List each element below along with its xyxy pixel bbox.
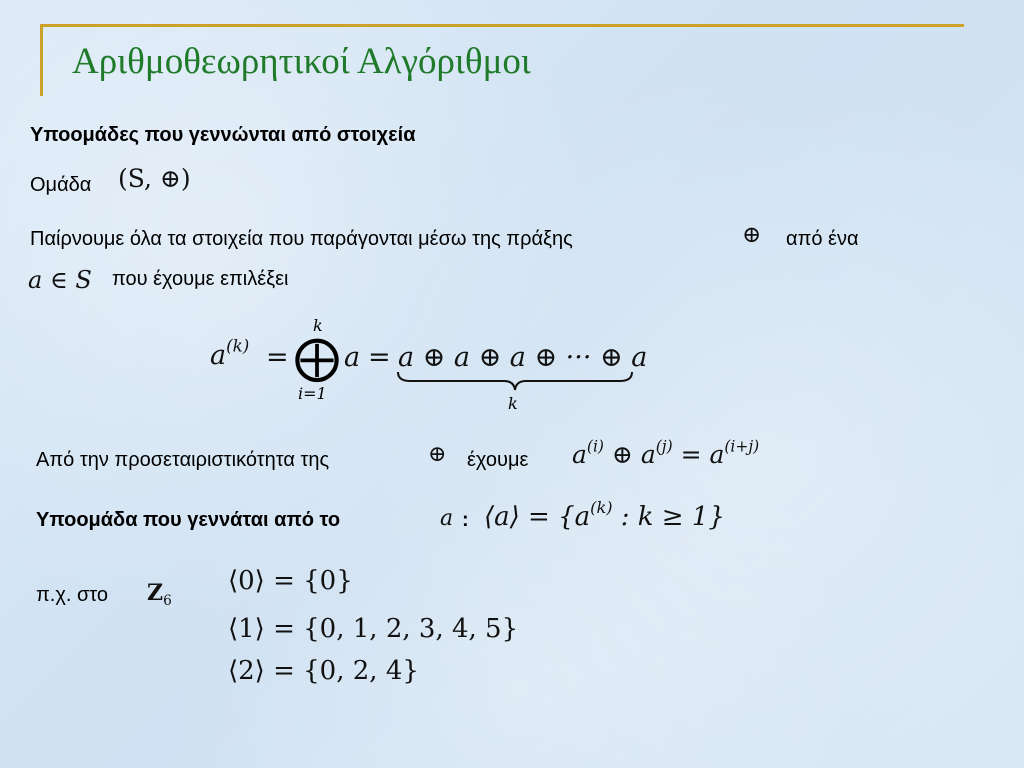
associativity-text-2: έχουμε: [467, 449, 529, 471]
formula-equals-2: =: [368, 342, 391, 373]
subgroup-colon: :: [462, 509, 469, 531]
assoc-oplus-symbol: ⊕: [428, 442, 447, 467]
oplus-symbol: ⊕: [742, 222, 762, 248]
example-subgroup-2: ⟨2⟩ = {0, 2, 4}: [228, 656, 419, 686]
section-heading: Υποομάδες που γεννώνται από στοιχεία: [30, 124, 416, 146]
example-subgroup-0: ⟨0⟩ = {0}: [228, 566, 353, 596]
associativity-text: Από την προσεταιριστικότητα της: [36, 449, 330, 471]
generation-text-tail: από ένα: [786, 228, 859, 250]
slide-title: Αριθμοθεωρητικοί Αλγόριθμοι: [72, 41, 531, 82]
sum-upper-limit: k: [313, 316, 323, 335]
selection-text: που έχουμε επιλέξει: [112, 268, 289, 290]
z6-symbol: $Z_6$: [147, 580, 172, 609]
underbrace-icon: [396, 370, 634, 392]
group-math: (S, ⊕): [118, 164, 191, 193]
element-membership: a ∈ S: [28, 266, 92, 294]
title-frame-left: [40, 24, 43, 96]
group-label: Ομάδα: [30, 174, 92, 196]
formula-summand: a: [344, 342, 361, 373]
sum-lower-limit: i=1: [298, 384, 327, 403]
example-subgroup-1: ⟨1⟩ = {0, 1, 2, 3, 4, 5}: [228, 614, 519, 644]
example-text: π.χ. στο: [36, 584, 109, 606]
subgroup-formula: ⟨a⟩ = {$a^{(k)}$ : k ≥ 1}: [484, 497, 725, 532]
formula-equals-1: =: [266, 342, 289, 373]
subgroup-var: a: [440, 506, 454, 531]
formula-lhs: $a^{(k)}$: [210, 335, 250, 371]
subgroup-text: Υποομάδα που γεννάται από το: [36, 509, 341, 531]
title-frame-top: [40, 24, 964, 27]
big-oplus-icon: ⨁: [294, 330, 340, 384]
brace-label: k: [508, 394, 518, 413]
generation-text: Παίρνουμε όλα τα στοιχεία που παράγονται μέσω της πράξης: [30, 228, 573, 250]
associativity-formula: $a^{(i)}$ ⊕ $a^{(j)} = a^{(i+j)}$: [572, 437, 760, 469]
formula-expansion: a ⊕ a ⊕ a ⊕ ··· ⊕ a: [398, 342, 648, 373]
